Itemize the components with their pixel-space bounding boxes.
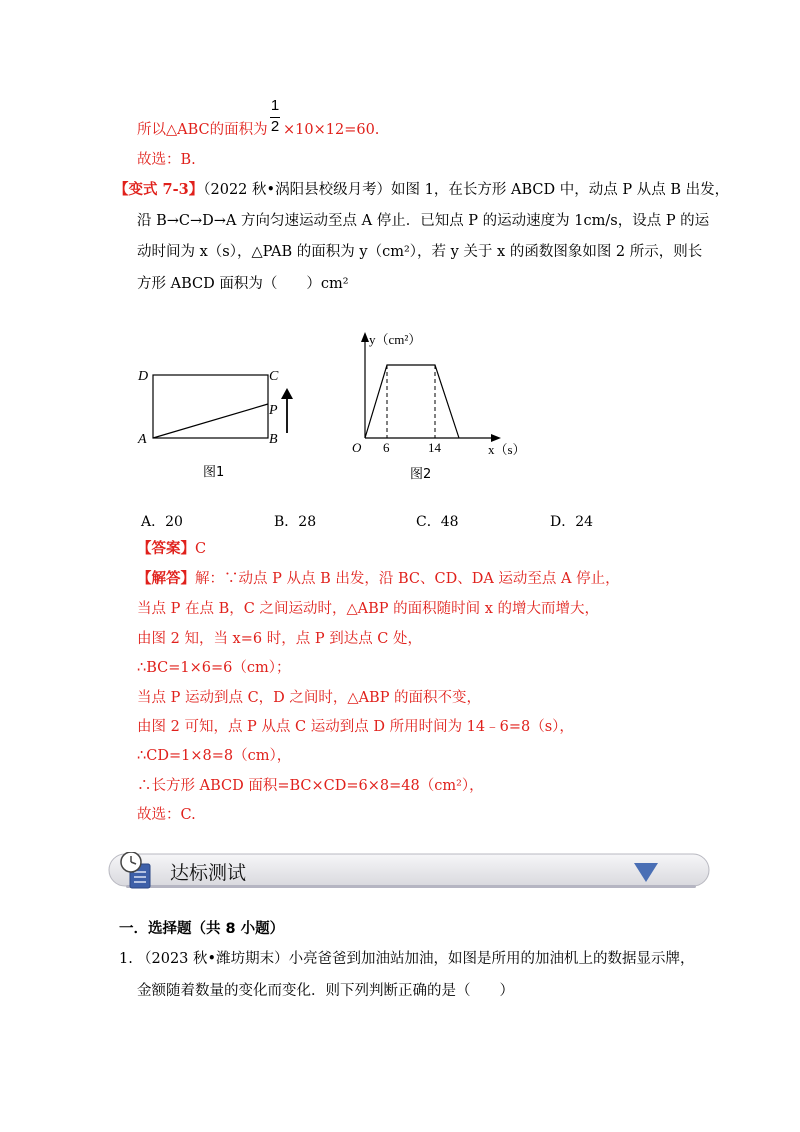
q1-number: 1.: [119, 951, 133, 967]
solution-line-1: [137, 570, 620, 588]
solution-text-1: 解：∵动点 P 从点 B 出发，沿 BC、CD、DA 运动至点 A 停止，: [195, 571, 620, 587]
solution-line-7: ∴CD=1×8=8（cm），: [137, 748, 292, 764]
q1-line2: 金额随着数量的变化而变化．则下列判断正确的是（ ）: [137, 983, 514, 999]
prev-solution-line1-suffix: ×10×12=60.: [283, 122, 380, 138]
solution-label: 【解答】: [137, 570, 195, 587]
origin-label: O: [352, 440, 362, 455]
answer-line: [137, 540, 206, 558]
answer-label: 【答案】: [137, 540, 195, 557]
rect-abcd: [153, 375, 268, 438]
section-banner: [108, 852, 712, 890]
question-line3: 动时间为 x（s），△PAB 的面积为 y（cm²），若 y 关于 x 的函数图象如图 2 所示，则长: [137, 244, 703, 260]
question-line2: 沿 B→C→D→A 方向匀速运动至点 A 停止．已知点 P 的运动速度为 1cm/s，设点 P 的运: [137, 213, 710, 229]
figure-1-rectangle: [130, 360, 310, 480]
function-graph: [365, 365, 459, 438]
y-axis-arrow: [361, 332, 369, 342]
y-axis-label: y（cm²）: [369, 332, 422, 347]
option-d-letter: D．: [550, 514, 576, 530]
x-axis-label: x（s）: [488, 442, 526, 457]
option-c-letter: C．: [416, 514, 441, 530]
option-a-letter: A．: [141, 514, 166, 530]
option-b-value: 28: [298, 514, 317, 530]
x-axis-arrow: [491, 434, 501, 442]
banner-title: 达标测试: [170, 862, 247, 884]
tick-6: 6: [383, 440, 390, 455]
option-d[interactable]: [550, 511, 593, 531]
question-block: [114, 181, 729, 199]
solution-line-3: 由图 2 知，当 x=6 时，点 P 到达点 C 处，: [137, 631, 423, 647]
section-heading: 一．选择题（共 8 小题）: [119, 921, 285, 937]
figure-1-caption: 图1: [203, 465, 225, 480]
label-c: C: [269, 369, 279, 384]
option-c-value: 48: [440, 514, 459, 530]
q1-line1: （2023 秋•潍坊期末）小亮爸爸到加油站加油，如图是所用的加油机上的数据显示牌，: [137, 951, 695, 967]
option-a-value: 20: [165, 514, 183, 530]
solution-line-6: 由图 2 可知，点 P 从点 C 运动到点 D 所用时间为 14﹣6=8（s），: [137, 719, 574, 735]
question-line4: 方形 ABCD 面积为（ ）cm²: [137, 276, 349, 292]
segment-ap: [153, 404, 268, 438]
label-p: P: [269, 403, 278, 418]
solution-line-5: 当点 P 运动到点 C，D 之间时，△ABP 的面积不变，: [137, 690, 482, 706]
solution-line-8: ∴长方形 ABCD 面积=BC×CD=6×8=48（cm²），: [137, 778, 484, 794]
prev-solution-line1-prefix: 所以△ABC的面积为: [137, 122, 268, 138]
tick-14: 14: [428, 440, 441, 455]
solution-line-9: 故选：C.: [137, 807, 196, 823]
option-b-letter: B．: [274, 514, 299, 530]
fraction-numerator: 1: [270, 97, 280, 114]
question-tag: 【变式 7-3】: [114, 181, 204, 198]
solution-line-2: 当点 P 在点 B，C 之间运动时，△ABP 的面积随时间 x 的增大而增大，: [137, 601, 599, 617]
option-b[interactable]: [274, 511, 316, 531]
label-d: D: [138, 369, 149, 384]
label-a: A: [138, 432, 147, 447]
answer-value: C: [195, 541, 207, 557]
banner-underline: [126, 885, 696, 888]
figure-2-graph: [345, 328, 535, 488]
option-a[interactable]: [141, 511, 183, 531]
question-line1: （2022 秋•涡阳县校级月考）如图 1，在长方形 ABCD 中，动点 P 从点 B 出发，: [203, 182, 730, 198]
arrow-head: [281, 388, 293, 399]
option-c[interactable]: [416, 511, 459, 531]
option-d-value: 24: [575, 514, 594, 530]
prev-solution-line2: 故选：B.: [137, 152, 196, 168]
figure-2-caption: 图2: [410, 467, 432, 482]
solution-line-4: ∴BC=1×6=6（cm）；: [137, 660, 291, 676]
label-b: B: [269, 432, 278, 447]
fraction-denominator: 2: [270, 118, 280, 135]
